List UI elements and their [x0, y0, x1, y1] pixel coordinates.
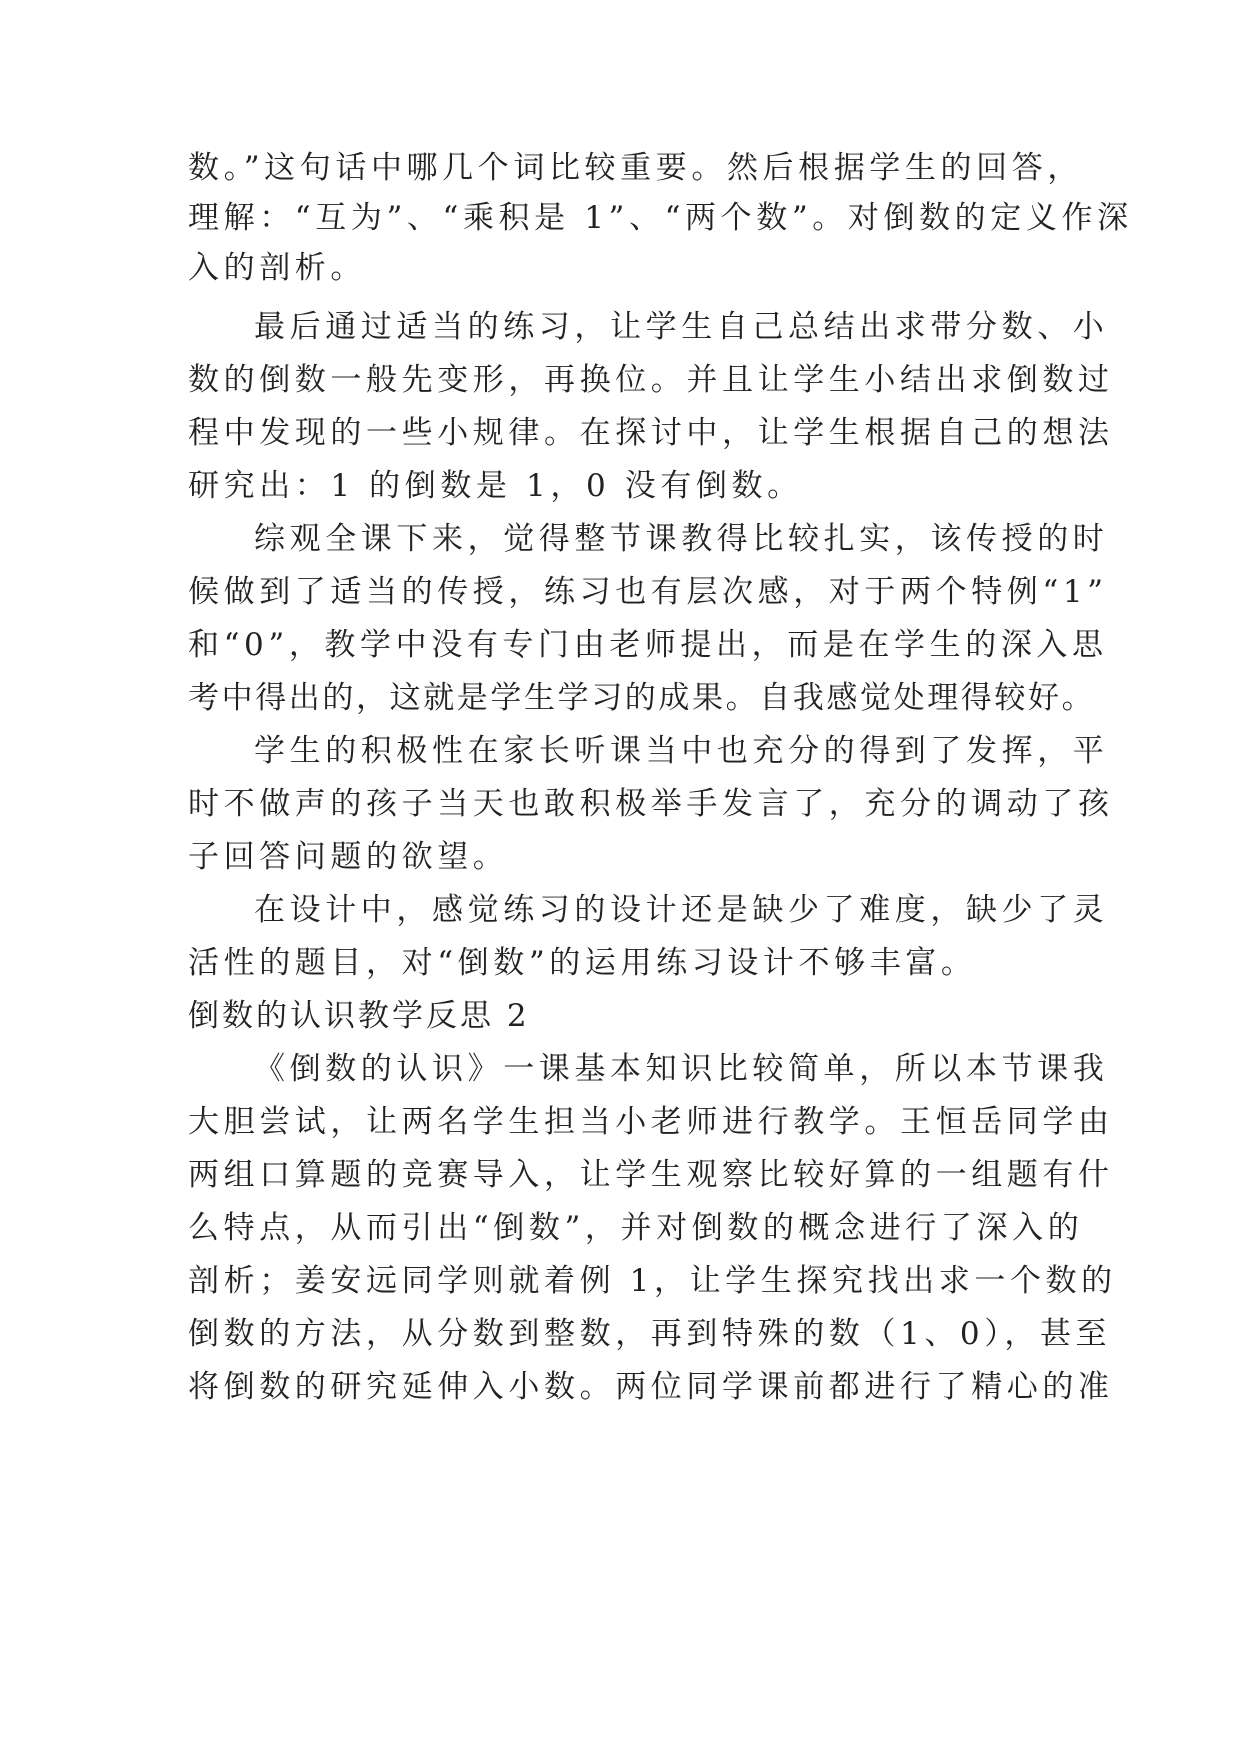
text-line: 么特点，从而引出“倒数”，并对倒数的概念进行了深入的 — [188, 1210, 1084, 1246]
text-line: 将倒数的研究延伸入小数。两位同学课前都进行了精心的准 — [188, 1369, 1114, 1405]
text-line: 两组口算题的竞赛导入，让学生观察比较好算的一组题有什 — [188, 1157, 1114, 1193]
text-line: 程中发现的一些小规律。在探讨中，让学生根据自己的想法 — [188, 415, 1114, 451]
section-heading: 倒数的认识教学反思 2 — [188, 998, 530, 1034]
text-line: 大胆尝试，让两名学生担当小老师进行教学。王恒岳同学由 — [188, 1104, 1114, 1140]
text-line: 活性的题目，对“倒数”的运用练习设计不够丰富。 — [188, 945, 977, 981]
paragraph-first-line: 综观全课下来，觉得整节课教得比较扎实，该传授的时 — [254, 521, 1109, 557]
paragraph-first-line: 学生的积极性在家长听课当中也充分的得到了发挥，平 — [254, 733, 1109, 769]
text-line: 和“0”，教学中没有专门由老师提出，而是在学生的深入思 — [188, 627, 1108, 663]
paragraph-first-line: 在设计中，感觉练习的设计还是缺少了难度，缺少了灵 — [254, 892, 1109, 928]
text-line: 研究出：1 的倒数是 1，0 没有倒数。 — [188, 468, 803, 504]
text-line: 理解：“互为”、“乘积是 1”、“两个数”。对倒数的定义作深 — [188, 200, 1133, 236]
text-line: 倒数的方法，从分数到整数，再到特殊的数（1、0），甚至 — [188, 1316, 1112, 1352]
paragraph-first-line: 《倒数的认识》一课基本知识比较简单，所以本节课我 — [254, 1051, 1109, 1087]
paragraph-first-line: 最后通过适当的练习，让学生自己总结出求带分数、小 — [254, 309, 1109, 345]
text-line: 考中得出的，这就是学生学习的成果。自我感觉处理得较好。 — [188, 680, 1096, 716]
text-line: 入的剖析。 — [188, 250, 366, 286]
text-line: 时不做声的孩子当天也敢积极举手发言了，充分的调动了孩 — [188, 786, 1114, 822]
text-line: 数。”这句话中哪几个词比较重要。然后根据学生的回答， — [188, 150, 1083, 186]
text-line: 子回答问题的欲望。 — [188, 839, 509, 875]
text-line: 候做到了适当的传授，练习也有层次感，对于两个特例“1” — [188, 574, 1108, 610]
text-line: 剖析；姜安远同学则就着例 1，让学生探究找出求一个数的 — [188, 1263, 1117, 1299]
text-line: 数的倒数一般先变形，再换位。并且让学生小结出求倒数过 — [188, 362, 1114, 398]
